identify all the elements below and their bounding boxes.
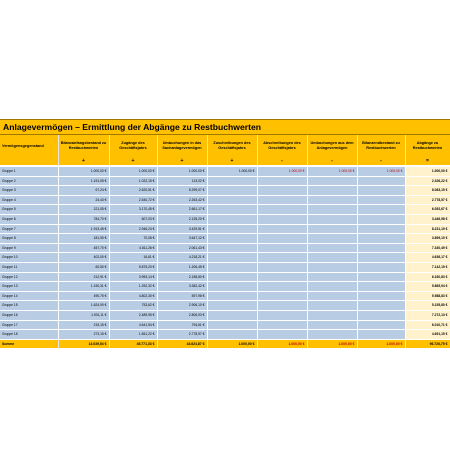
table-cell[interactable]: 6.330,83 € [405, 272, 450, 282]
table-cell[interactable] [207, 243, 257, 253]
table-row [0, 234, 450, 244]
row-label[interactable]: Gruppe 11 [0, 262, 58, 272]
table-cell[interactable] [307, 176, 357, 186]
table-cell[interactable]: 4.802,30 € [109, 291, 157, 301]
table-cell[interactable]: 5.988,83 € [405, 291, 450, 301]
table-cell[interactable]: 597,98 € [157, 291, 207, 301]
row-label[interactable]: Gruppe 5 [0, 205, 58, 215]
table-cell[interactable] [257, 186, 307, 196]
table-cell[interactable]: 2.906,10 € [157, 301, 207, 311]
table-cell[interactable] [207, 301, 257, 311]
table-cell[interactable] [357, 330, 405, 340]
table-cell[interactable]: 794,61 € [157, 320, 207, 330]
table-cell[interactable]: 2.540,72 € [109, 195, 157, 205]
spreadsheet [0, 119, 450, 348]
table-row [0, 214, 450, 224]
table-cell[interactable] [207, 262, 257, 272]
table-row [0, 167, 450, 176]
operator-cell: = [405, 157, 450, 165]
table-cell[interactable]: 1.000,00 € [58, 167, 109, 176]
header-row [0, 135, 450, 157]
table-cell[interactable]: 60,50 € [58, 262, 109, 272]
operator-cell: + [207, 157, 257, 165]
sum-cell[interactable]: 43.624,87 € [157, 339, 207, 348]
operator-row [0, 157, 450, 165]
table-cell[interactable] [257, 282, 307, 292]
row-label[interactable]: Gruppe 6 [0, 214, 58, 224]
table-row [0, 282, 450, 292]
table-cell[interactable]: 2.326,22 € [405, 176, 450, 186]
table-row [0, 253, 450, 263]
table-cell[interactable] [307, 205, 357, 215]
table-cell[interactable]: 457,70 € [58, 243, 109, 253]
table-cell[interactable] [307, 224, 357, 234]
table-cell[interactable]: 4.811,26 € [109, 243, 157, 253]
table-cell[interactable]: 2.778,57 € [405, 195, 450, 205]
sum-cell[interactable]: 96.726,75 € [405, 339, 450, 348]
table-cell[interactable]: 8.083,15 € [405, 186, 450, 196]
operator-cell [0, 157, 58, 165]
table-cell[interactable]: 2.778,97 € [157, 330, 207, 340]
table-cell[interactable] [207, 282, 257, 292]
table-cell[interactable] [257, 272, 307, 282]
row-label[interactable]: Gruppe 12 [0, 272, 58, 282]
table-cell[interactable]: 1.000,00 € [157, 167, 207, 176]
table-cell[interactable] [257, 310, 307, 320]
table-row [0, 330, 450, 340]
table-cell[interactable]: 7.272,13 € [405, 310, 450, 320]
table-row [0, 291, 450, 301]
table-cell[interactable]: 2.263,42 € [157, 195, 207, 205]
table-cell[interactable]: 1.651,22 € [109, 330, 157, 340]
sum-cell[interactable]: 1.000,00 € [207, 339, 257, 348]
table-row [0, 320, 450, 330]
row-label[interactable]: Gruppe 18 [0, 330, 58, 340]
table-cell[interactable]: 3.446,98 € [405, 214, 450, 224]
table-row [0, 301, 450, 311]
asset-table [0, 135, 450, 348]
table-cell[interactable]: 402,00 € [58, 253, 109, 263]
table-cell[interactable] [307, 214, 357, 224]
table-row [0, 224, 450, 234]
operator-cell: - [307, 157, 357, 165]
table-cell[interactable]: 1.000,00 € [307, 167, 357, 176]
table-cell[interactable] [357, 282, 405, 292]
table-cell[interactable] [207, 224, 257, 234]
table-cell[interactable]: 273,15 € [58, 330, 109, 340]
table-cell[interactable] [357, 301, 405, 311]
table-cell[interactable]: 2.946,24 € [109, 224, 157, 234]
table-cell[interactable] [357, 320, 405, 330]
row-label[interactable]: Gruppe 17 [0, 320, 58, 330]
table-cell[interactable]: 1.931,11 € [58, 310, 109, 320]
table-cell[interactable]: 67,24 € [58, 186, 109, 196]
table-cell[interactable] [257, 301, 307, 311]
table-cell[interactable]: 3.382,42 € [157, 282, 207, 292]
row-label[interactable]: Gruppe 15 [0, 301, 58, 311]
table-cell[interactable]: 4.641,54 € [109, 320, 157, 330]
sum-cell[interactable]: 1.000,00 € [307, 339, 357, 348]
operator-cell: + [109, 157, 157, 165]
row-label[interactable]: Gruppe 3 [0, 186, 58, 196]
table-cell[interactable] [357, 310, 405, 320]
table-cell[interactable] [207, 330, 257, 340]
table-cell[interactable] [357, 262, 405, 272]
table-cell[interactable] [357, 176, 405, 186]
sheet-title: Anlagevermögen – Ermittlung der Abgänge zu Restbuchwerten [0, 119, 450, 135]
table-cell[interactable]: 2.620,51 € [109, 186, 157, 196]
table-cell[interactable] [207, 234, 257, 244]
table-cell[interactable] [257, 320, 307, 330]
header-cell: Vermögensgegenstand [0, 135, 58, 157]
row-label[interactable]: Gruppe 9 [0, 243, 58, 253]
sum-cell[interactable]: 45.771,33 € [109, 339, 157, 348]
header-cell: Umbuchungen aus dem Anlagevermögen [307, 135, 357, 157]
table-cell[interactable] [207, 253, 257, 263]
table-cell[interactable]: 5.155,80 € [405, 301, 450, 311]
row-label[interactable]: Gruppe 14 [0, 291, 58, 301]
table-cell[interactable] [357, 234, 405, 244]
table-cell[interactable] [257, 205, 307, 215]
table-cell[interactable] [257, 234, 307, 244]
table-cell[interactable]: 212,91 € [58, 272, 109, 282]
table-cell[interactable]: 2.158,80 € [157, 272, 207, 282]
row-label[interactable]: Gruppe 8 [0, 234, 58, 244]
table-cell[interactable]: 6.010,71 € [405, 320, 450, 330]
table-cell[interactable] [357, 272, 405, 282]
row-label[interactable]: Gruppe 7 [0, 224, 58, 234]
table-cell[interactable]: 181,90 € [58, 234, 109, 244]
table-cell[interactable] [307, 330, 357, 340]
table-cell[interactable] [207, 214, 257, 224]
table-cell[interactable]: 1.000,00 € [257, 167, 307, 176]
table-cell[interactable]: 2.489,95 € [109, 310, 157, 320]
table-cell[interactable]: 1.000,00 € [405, 167, 450, 176]
table-cell[interactable]: 7.142,19 € [405, 262, 450, 272]
table-row [0, 205, 450, 215]
table-row [0, 310, 450, 320]
table-cell[interactable] [307, 253, 357, 263]
table-cell[interactable]: 1.292,32 € [109, 282, 157, 292]
header-cell: Umbuchungen in das Sachanlagevermögen [157, 135, 207, 157]
table-cell[interactable] [307, 195, 357, 205]
table-cell[interactable] [307, 282, 357, 292]
table-cell[interactable]: 5.875,20 € [109, 262, 157, 272]
table-cell[interactable] [257, 291, 307, 301]
table-cell[interactable]: 4.691,15 € [405, 330, 450, 340]
table-cell[interactable]: 3.429,51 € [157, 224, 207, 234]
table-cell[interactable]: 4.218,21 € [157, 253, 207, 263]
table-cell[interactable] [307, 186, 357, 196]
operator-cell: - [357, 157, 405, 165]
table-cell[interactable] [257, 262, 307, 272]
sum-label[interactable]: Summe [0, 339, 58, 348]
table-cell[interactable]: 16,61 € [109, 253, 157, 263]
header-cell: Zugänge des Geschäftsjahrs [109, 135, 157, 157]
table-cell[interactable]: 1.022,15 € [109, 176, 157, 186]
table-row [0, 195, 450, 205]
table-cell[interactable]: 1.000,00 € [207, 167, 257, 176]
table-cell[interactable] [357, 253, 405, 263]
sum-row [0, 339, 450, 348]
table-row [0, 262, 450, 272]
table-cell[interactable] [357, 214, 405, 224]
header-cell: Zuschreibungen des Geschäftsjahrs [207, 135, 257, 157]
table-cell[interactable]: 6.052,67 € [405, 205, 450, 215]
table-cell[interactable] [307, 320, 357, 330]
row-label[interactable]: Gruppe 4 [0, 195, 58, 205]
table-cell[interactable] [207, 205, 257, 215]
table-cell[interactable]: 753,62 € [109, 301, 157, 311]
table-cell[interactable]: 24,43 € [58, 195, 109, 205]
table-cell[interactable] [207, 176, 257, 186]
table-row [0, 186, 450, 196]
table-row [0, 243, 450, 253]
table-cell[interactable]: 2.806,93 € [157, 310, 207, 320]
table-cell[interactable]: 215,15 € [58, 320, 109, 330]
table-cell[interactable]: 5.865,94 € [405, 282, 450, 292]
table-cell[interactable]: 3.170,45 € [109, 205, 157, 215]
table-cell[interactable] [257, 224, 307, 234]
table-cell[interactable] [257, 243, 307, 253]
table-cell[interactable]: 2.661,17 € [157, 205, 207, 215]
table-row [0, 272, 450, 282]
table-cell[interactable]: 1.000,00 € [357, 167, 405, 176]
table-cell[interactable]: 7.330,49 € [405, 243, 450, 253]
table-cell[interactable] [357, 291, 405, 301]
operator-cell: - [257, 157, 307, 165]
header-cell: Bilanzanfangsbestand zu Restbuchwerten [58, 135, 109, 157]
table-cell[interactable]: 2.061,43 € [157, 243, 207, 253]
table-cell[interactable]: 1.206,45 € [157, 262, 207, 272]
table-cell[interactable] [257, 330, 307, 340]
table-cell[interactable] [207, 186, 257, 196]
table-cell[interactable] [257, 195, 307, 205]
header-cell: Bilanzendbestand zu Restbuchwerten [357, 135, 405, 157]
header-cell: Abschreibungen des Geschäftsjahrs [257, 135, 307, 157]
sum-cell[interactable]: 1.000,00 € [357, 339, 405, 348]
sum-cell[interactable]: 1.000,00 € [257, 339, 307, 348]
row-label[interactable]: Gruppe 16 [0, 310, 58, 320]
table-cell[interactable]: 784,70 € [58, 214, 109, 224]
row-label[interactable]: Gruppe 10 [0, 253, 58, 263]
row-label[interactable]: Gruppe 13 [0, 282, 58, 292]
table-row [0, 176, 450, 186]
table-cell[interactable]: 1.190,31 € [58, 282, 109, 292]
table-cell[interactable]: 4.636,17 € [405, 253, 450, 263]
table-body [0, 167, 450, 339]
table-cell[interactable]: 113,02 € [157, 176, 207, 186]
table-cell[interactable] [207, 272, 257, 282]
table-cell[interactable]: 3.953,14 € [109, 272, 157, 282]
table-cell[interactable] [207, 310, 257, 320]
table-cell[interactable]: 3.647,12 € [157, 234, 207, 244]
sum-cell[interactable]: 14.039,54 € [58, 339, 109, 348]
table-cell[interactable]: 1.191,05 € [58, 176, 109, 186]
table-cell[interactable] [307, 291, 357, 301]
table-cell[interactable] [307, 243, 357, 253]
header-cell: Abgänge zu Restbuchwerten [405, 135, 450, 157]
table-cell[interactable]: 1.000,00 € [109, 167, 157, 176]
table-cell[interactable] [307, 234, 357, 244]
table-cell[interactable]: 1.624,90 € [58, 301, 109, 311]
table-cell[interactable] [257, 214, 307, 224]
table-cell[interactable] [357, 205, 405, 215]
table-cell[interactable]: 1.913,45 € [58, 224, 109, 234]
table-cell[interactable]: 2.135,20 € [157, 214, 207, 224]
table-cell[interactable] [357, 243, 405, 253]
table-cell[interactable] [307, 272, 357, 282]
table-cell[interactable]: 221,05 € [58, 205, 109, 215]
table-cell[interactable] [357, 224, 405, 234]
row-label[interactable]: Gruppe 1 [0, 167, 58, 176]
table-cell[interactable]: 5.299,07 € [157, 186, 207, 196]
table-cell[interactable]: 70,08 € [109, 234, 157, 244]
table-cell[interactable] [207, 320, 257, 330]
table-cell[interactable] [257, 176, 307, 186]
operator-cell: + [157, 157, 207, 165]
row-label[interactable]: Gruppe 2 [0, 176, 58, 186]
table-cell[interactable] [307, 301, 357, 311]
table-cell[interactable] [257, 253, 307, 263]
table-cell[interactable] [207, 291, 257, 301]
table-cell[interactable] [207, 195, 257, 205]
table-cell[interactable]: 490,75 € [58, 291, 109, 301]
table-cell[interactable] [357, 186, 405, 196]
table-cell[interactable] [357, 195, 405, 205]
table-cell[interactable]: 8.231,19 € [405, 224, 450, 234]
table-cell[interactable] [307, 262, 357, 272]
operator-cell: + [58, 157, 109, 165]
table-cell[interactable]: 607,03 € [109, 214, 157, 224]
table-cell[interactable] [307, 310, 357, 320]
table-cell[interactable]: 3.899,10 € [405, 234, 450, 244]
